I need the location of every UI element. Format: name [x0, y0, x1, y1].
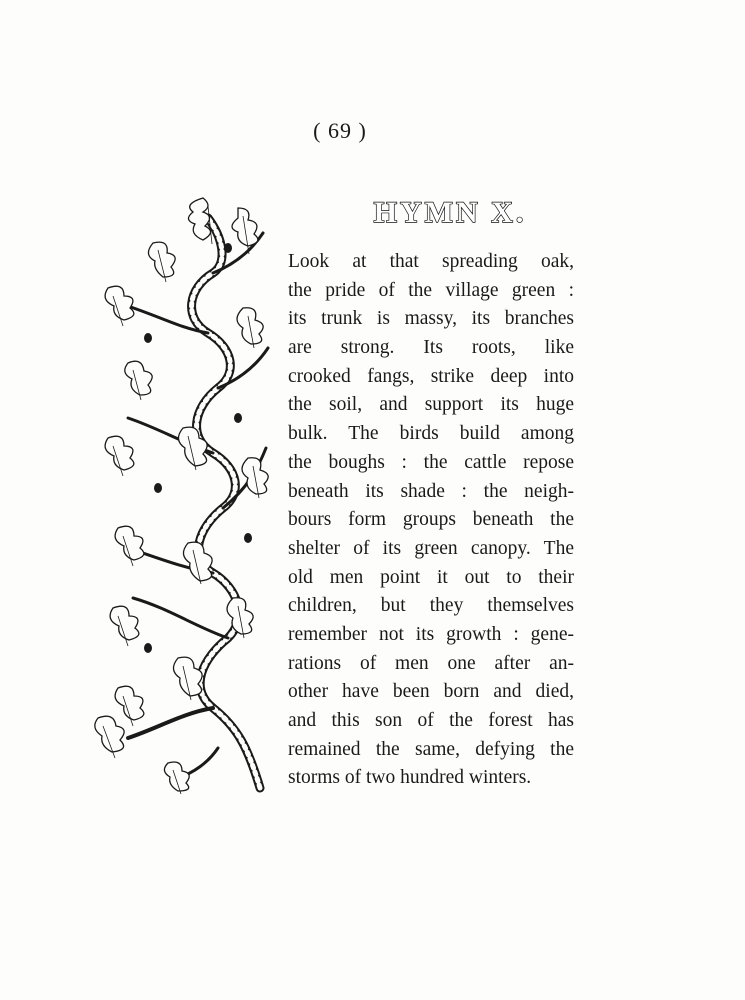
oak-branch-engraving-icon — [88, 188, 278, 800]
text-line: beneath its shade : the neigh- — [288, 480, 574, 502]
text-line: storms of two hundred winters. — [288, 767, 532, 789]
text-line: the boughs : the cattle repose — [288, 451, 574, 473]
text-line: bours form groups beneath the — [288, 509, 574, 531]
text-line: the soil, and support its huge — [288, 394, 574, 416]
text-line: are strong. Its roots, like — [288, 337, 574, 359]
text-line: its trunk is massy, its branches — [288, 308, 574, 330]
text-line: crooked fangs, strike deep into — [288, 365, 574, 387]
text-line: old men point it out to their — [288, 566, 574, 588]
page-number: ( 69 ) — [313, 118, 367, 143]
text-line: remained the same, defying the — [288, 738, 574, 760]
text-line: Look at that spreading oak, — [288, 251, 574, 272]
hymn-title: HYMN X. — [373, 196, 527, 229]
hymn-text — [288, 248, 574, 793]
text-line: the pride of the village green : — [288, 279, 574, 301]
text-line: remember not its growth : gene- — [288, 623, 574, 645]
text-line: bulk. The birds build among — [288, 423, 574, 445]
text-line: and this son of the forest has — [288, 710, 574, 731]
text-line: children, but they themselves — [288, 595, 574, 617]
text-line: shelter of its green canopy. The — [288, 537, 574, 559]
text-line: rations of men one after an- — [288, 652, 574, 674]
text-line: other have been born and died, — [288, 681, 574, 703]
